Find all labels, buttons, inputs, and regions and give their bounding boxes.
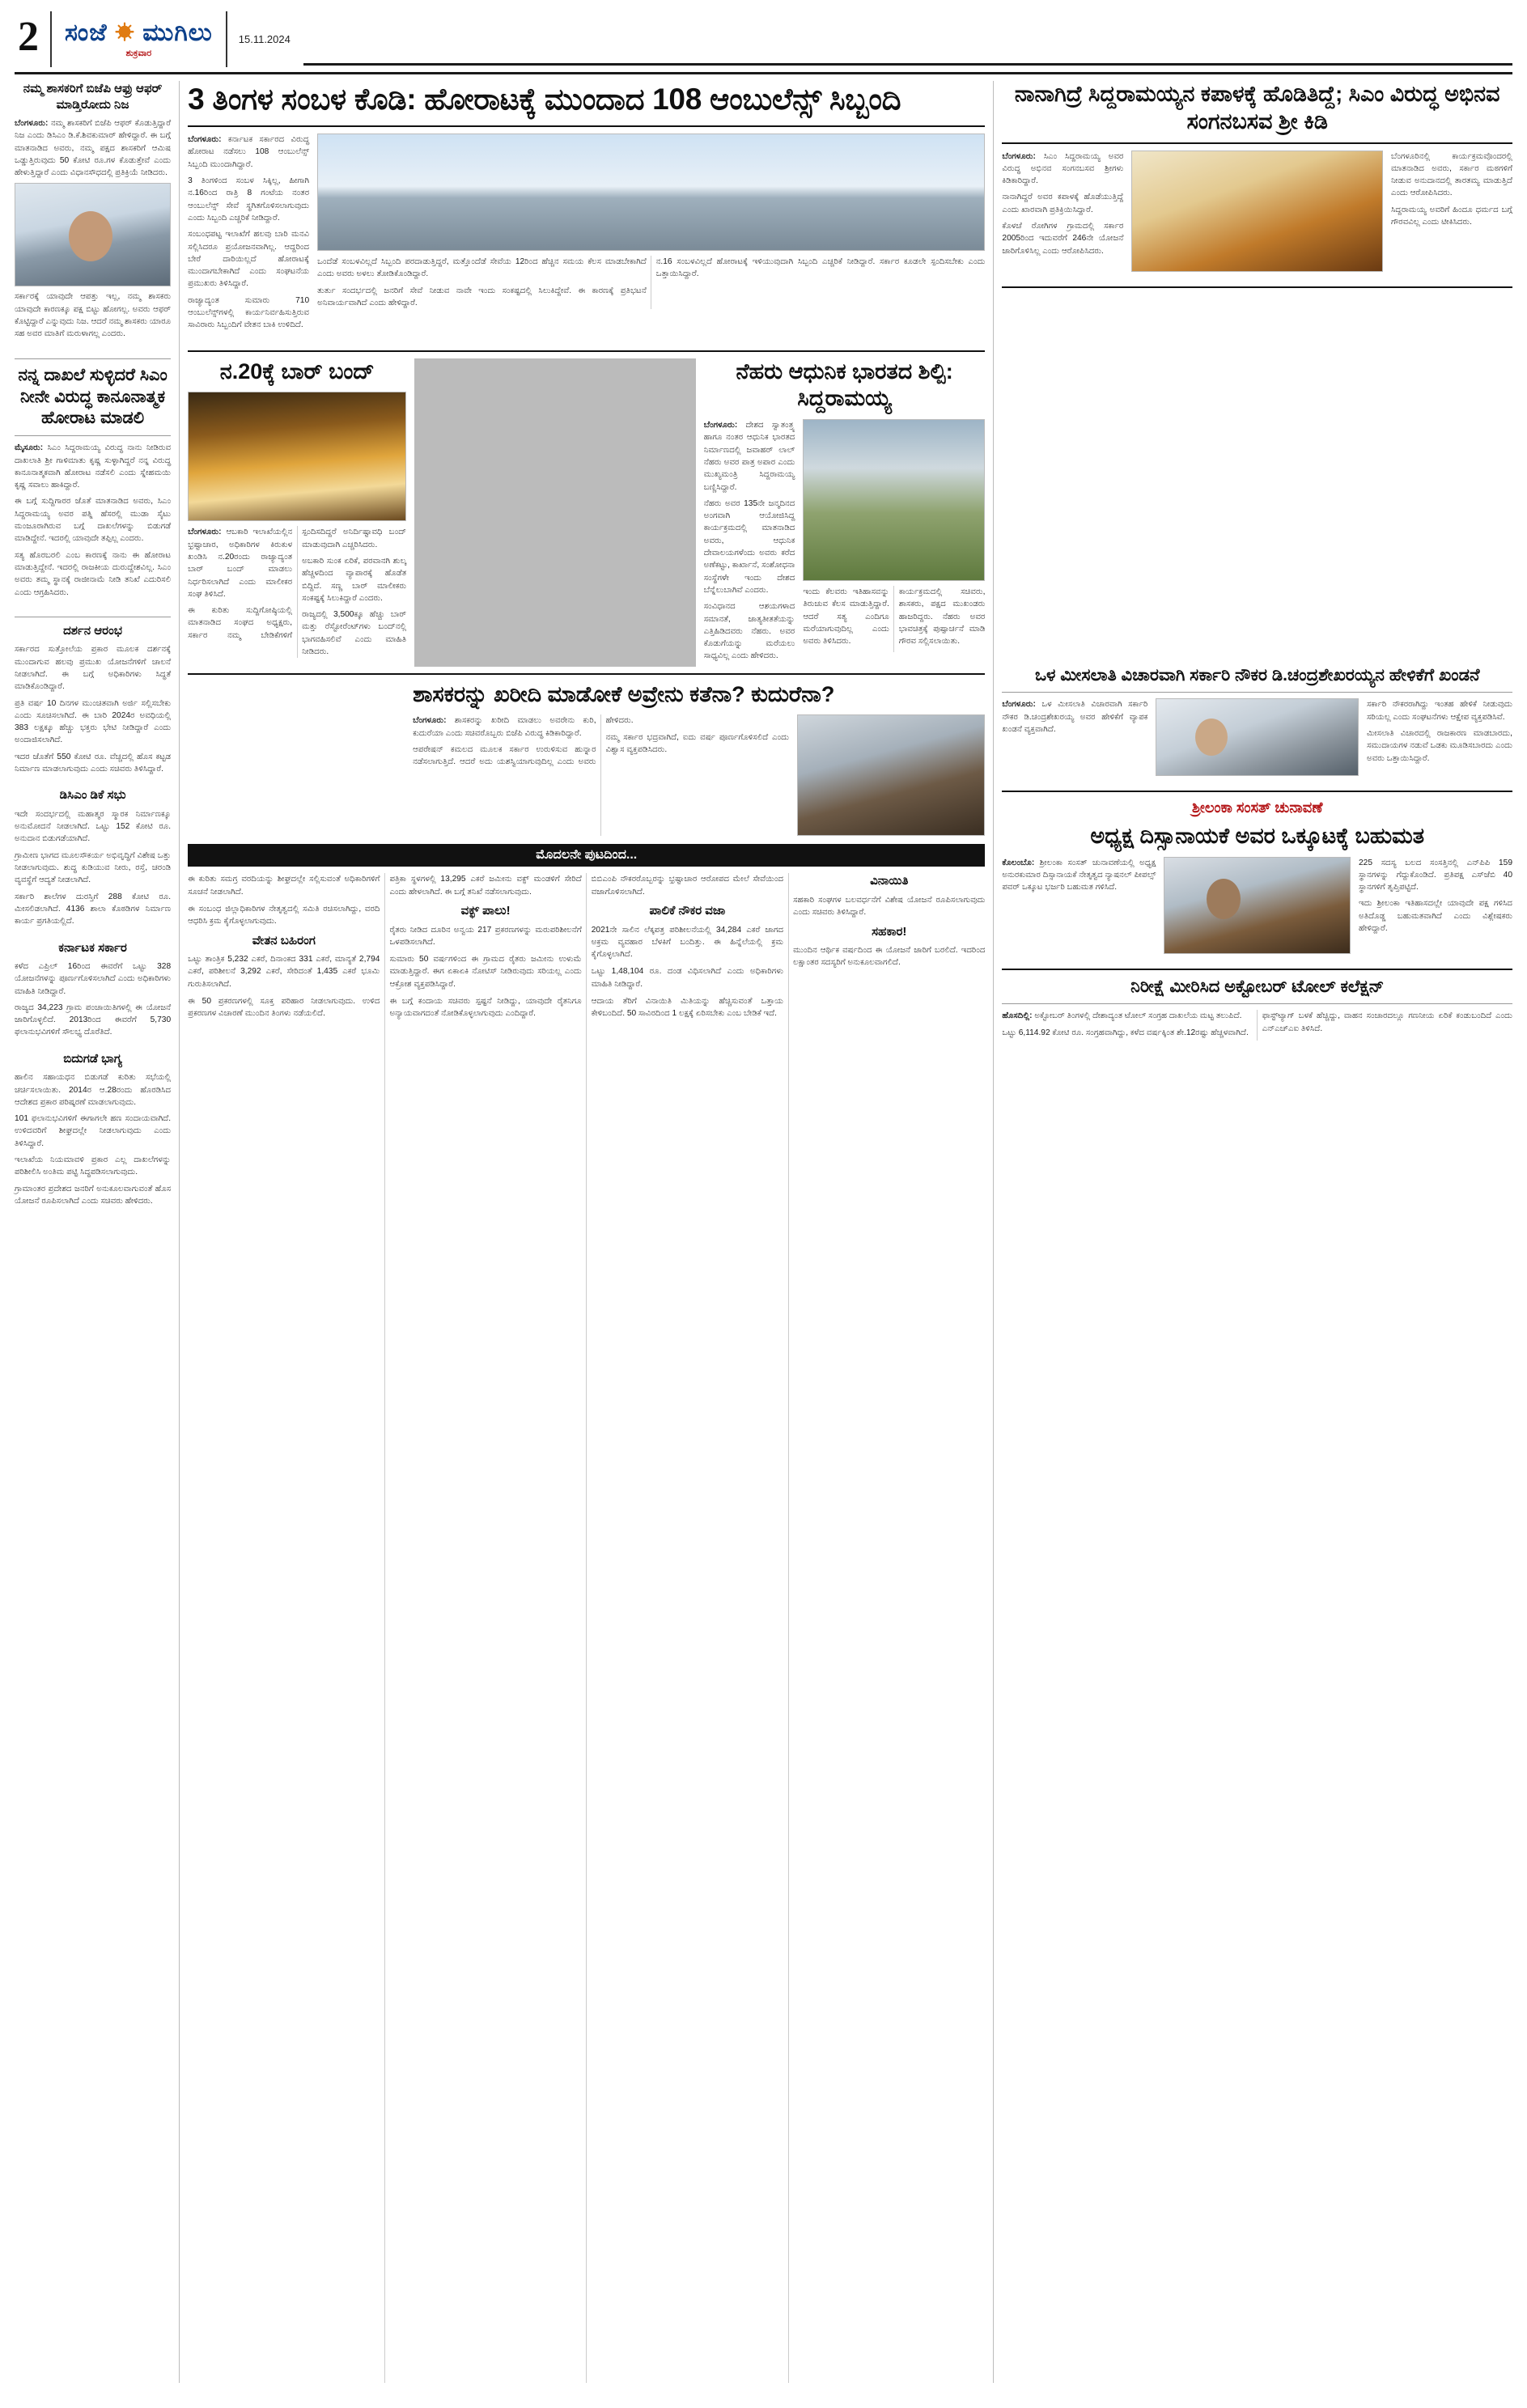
story-bjp-offer (15, 81, 171, 345)
dateline: ಬೆಂಗಳೂರು: (1002, 151, 1036, 161)
story-bjp-offer-headline: ನಮ್ಮ ಶಾಸಕರಿಗೆ ಬಿಜೆಪಿ ಆಫ್ರು ಆಫರ್ ಮಾಡ್ತಿರೋದು ನಿಜ (23, 82, 163, 112)
jump-left-2: ಡಿಸಿಎಂ ಡಿಕೆ ಸಭು ಇದೇ ಸಂದರ್ಭದಲ್ಲಿ ಮಹಾತ್ಮರ ಸ್ಮಾರಕ ನಿರ್ಮಾಣಕ್ಕೂ ಅನುಮೋದನೆ ನೀಡಲಾಗಿದೆ. ಒಟ್ಟು 152 ಕೋಟಿ ರೂ. ಅನುದಾನ ಬಿಡುಗಡೆಯಾಗಿದೆ. ಗ್ರಾಮೀಣ ಭಾಗದ ಮೂಲಸೌಕರ್ಯ ಅಭಿವೃದ್ಧಿಗೆ ವಿಶೇಷ ಒತ್ತು ನೀಡಲಾಗುವುದು. ಶುದ್ಧ ಕುಡಿಯುವ ನೀರು, ರಸ್ತೆ, ಚರಂಡಿ ವ್ಯವಸ್ಥೆಗೆ ಆದ್ಯತೆ ನೀಡಲಾಗಿದೆ. ಸರ್ಕಾರಿ ಶಾಲೆಗಳ ದುರಸ್ತಿಗೆ 288 ಕೋಟಿ ರೂ. ಮೀಸಲಿಡಲಾಗಿದೆ. 4136 ಶಾಲಾ ಕೊಠಡಿಗಳ ನಿರ್ಮಾಣ ಕಾರ್ಯ ಪ್ರಗತಿಯಲ್ಲಿದೆ. (15, 788, 172, 926)
masthead-date: 15.11.2024 (238, 33, 291, 45)
divider (15, 435, 171, 436)
divider (188, 673, 985, 675)
srilanka-col1: ಕೊಲಂಬೊ: ಶ್ರೀಲಂಕಾ ಸಂಸತ್ ಚುನಾವಣೆಯಲ್ಲಿ ಅಧ್ಯಕ್ಷ ಅನುರಕುಮಾರ ದಿಸ್ಸಾನಾಯಕೆ ನೇತೃತ್ವದ ನ್ಯಾಷನಲ್ ಪೀಪಲ್ಸ್ ಪವರ್ ಒಕ್ಕೂಟ ಭರ್ಜರಿ ಬಹುಮತ ಗಳಿಸಿದೆ. (1002, 858, 1156, 892)
jump-subhead-wakf: ವಕ್ಫ್ ಪಾಲು! (460, 904, 511, 918)
story-bjp-offer-body: ಬೆಂಗಳೂರು: ನಮ್ಮ ಶಾಸಕರಿಗೆ ಬಿಜೆಪಿ ಆಫರ್ ಕೊಡುತ್ತಿದ್ದಾರೆ ನಿಜ ಎಂದು ಡಿಸಿಎಂ ಡಿ.ಕೆ.ಶಿವಕುಮಾರ್ ಹೇಳಿದ್ದಾರೆ. ಈ ಬಗ್ಗೆ ಮಾತನಾಡಿದ ಅವರು, ನಮ್ಮ ಪಕ್ಷದ ಶಾಸಕರಿಗೆ ಆಮಿಷ ಒಡ್ಡುತ್ತಿರುವುದು 50 ಕೋಟಿ ರೂ.ಗಳ ಕೊಡುತ್ತೇವೆ ಎಂದು ಹೇಳುತ್ತಿದ್ದಾರೆ ಎಂದು ವಿಧಾನಸೌಧದಲ್ಲಿ ಪ್ರತಿಕ್ರಿಯೆ ನೀಡಿದರು. (15, 119, 172, 178)
story-toll-collection (1002, 977, 1512, 1041)
story-swamiji (1002, 81, 1512, 272)
photo-dissanayake (1164, 857, 1351, 954)
masthead-subtitle: ಶುಕ್ರವಾರ (125, 49, 152, 58)
jump-subhead-vinayiti: ವಿನಾಯಿತಿ (870, 874, 909, 888)
jump-left-1: ದರ್ಶನ ಆರಂಭ ಸರ್ಕಾರದ ಸುತ್ತೋಲೆಯ ಪ್ರಕಾರ ಮೂಲಕ ದರ್ಶನಕ್ಕೆ ಮುಂದಾಗುವ ಹಲವು ಪ್ರಮುಖ ಯೋಜನೆಗಳಿಗೆ ಚಾಲನೆ ನೀಡಲಾಗಿದೆ. ಈ ಬಗ್ಗೆ ಅಧಿಕಾರಿಗಳು ಸಿದ್ಧತೆ ಮಾಡಿಕೊಂಡಿದ್ದಾರೆ. ಪ್ರತಿ ವರ್ಷ 10 ದಿನಗಳ ಮುಂಚಿತವಾಗಿ ಅರ್ಜಿ ಸಲ್ಲಿಸಬೇಕು ಎಂದು ಸೂಚಿಸಲಾಗಿದೆ. ಈ ಬಾರಿ 2024ರ ಅವಧಿಯಲ್ಲಿ 383 ಲಕ್ಷಕ್ಕೂ ಹೆಚ್ಚು ಭಕ್ತರು ಭೇಟಿ ನೀಡಿದ್ದಾರೆ ಎಂದು ಅಂದಾಜಿಸಲಾಗಿದೆ. ಇದರ ಜೊತೆಗೆ 550 ಕೋಟಿ ರೂ. ವೆಚ್ಚದಲ್ಲಿ ಹೊಸ ಕಟ್ಟಡ ನಿರ್ಮಾಣ ಮಾಡಲಾಗುವುದು ಎಂದು ಸಚಿವರು ತಿಳಿಸಿದ್ದಾರೆ. (15, 623, 172, 774)
jump-subhead-palike: ಪಾಲಿಕೆ ನೌಕರ ವಜಾ (649, 904, 726, 918)
lead-col1: ಬೆಂಗಳೂರು: ಕರ್ನಾಟಕ ಸರ್ಕಾರದ ವಿರುದ್ಧ ಹೋರಾಟ ನಡೆಸಲು 108 ಆಂಬುಲೆನ್ಸ್ ಸಿಬ್ಬಂದಿ ಮುಂದಾಗಿದ್ದಾರೆ. 3 ತಿಂಗಳಿಂದ ಸಂಬಳ ಸಿಕ್ಕಿಲ್ಲ, ಹೀಗಾಗಿ ನ.16ರಿಂದ ರಾತ್ರಿ 8 ಗಂಟೆಯ ನಂತರ ಆಂಬುಲೆನ್ಸ್ ಸೇವೆ ಸ್ಥಗಿತಗೊಳಿಸಲಾಗುವುದು ಎಂದು ಸಿಬ್ಬಂದಿ ಎಚ್ಚರಿಕೆ ನೀಡಿದ್ದಾರೆ. ಸಂಬಂಧಪಟ್ಟ ಇಲಾಖೆಗೆ ಹಲವು ಬಾರಿ ಮನವಿ ಸಲ್ಲಿಸಿದರೂ ಪ್ರಯೋಜನವಾಗಿಲ್ಲ. ಆದ್ದರಿಂದ ಬೇರೆ ದಾರಿಯಿಲ್ಲದೆ ಹೋರಾಟಕ್ಕೆ ಮುಂದಾಗಬೇಕಾಗಿದೆ ಎಂದು ಸಂಘಟನೆಯ ಪ್ರಮುಖರು ತಿಳಿಸಿದ್ದಾರೆ. ರಾಜ್ಯಾದ್ಯಂತ ಸುಮಾರು 710 ಆಂಬುಲೆನ್ಸ್‌ಗಳಲ್ಲಿ ಕಾರ್ಯನಿರ್ವಹಿಸುತ್ತಿರುವ ಸಾವಿರಾರು ಸಿಬ್ಬಂದಿಗೆ ವೇತನ ಬಾಕಿ ಉಳಿದಿದೆ. (188, 135, 310, 330)
divider (15, 358, 171, 359)
chandrashekar-col1: ಬೆಂಗಳೂರು: ಒಳ ಮೀಸಲಾತಿ ವಿಚಾರವಾಗಿ ಸರ್ಕಾರಿ ನೌಕರ ಡಿ.ಚಂದ್ರಶೇಖರಯ್ಯ ಅವರ ಹೇಳಿಕೆಗೆ ವ್ಯಾಪಕ ಖಂಡನೆ ವ್ಯಕ್ತವಾಗಿದೆ. (1002, 700, 1148, 734)
right-column (1002, 81, 1512, 2383)
dateline: ಬೆಂಗಳೂರು: (703, 421, 738, 430)
jump-subhead-vetana: ವೇತನ ಬಹಿರಂಗ (252, 933, 316, 948)
photo-swamiji (1131, 150, 1383, 272)
jump-subhead-karnataka-govt: ಕರ್ನಾಟಕ ಸರ್ಕಾರ (58, 940, 127, 955)
divider (188, 350, 985, 352)
dateline: ಬೆಂಗಳೂರು: (15, 119, 49, 128)
dateline: ಬೆಂಗಳೂರು: (413, 716, 447, 726)
jump-subhead-sahakara: ಸಹಕಾರ! (872, 924, 907, 939)
jump-left-4: ಬಿದುಗಡೆ ಭಾಗ್ಯ ಹಾಲಿನ ಸಹಾಯಧನ ಬಿಡುಗಡೆ ಕುರಿತು ಸಭೆಯಲ್ಲಿ ಚರ್ಚಿಸಲಾಯಿತು. 2014ರ ಆ.28ರಂದು ಹೊರಡಿಸಿದ ಆದೇಶದ ಪ್ರಕಾರ ಪರಿಷ್ಕರಣೆ ಮಾಡಲಾಗುವುದು. 101 ಫಲಾನುಭವಿಗಳಿಗೆ ಈಗಾಗಲೇ ಹಣ ಸಂದಾಯವಾಗಿದೆ. ಉಳಿದವರಿಗೆ ಶೀಘ್ರದಲ್ಲೇ ನೀಡಲಾಗುವುದು ಎಂದು ತಿಳಿಸಿದ್ದಾರೆ. ಇಲಾಖೆಯ ನಿಯಮಾವಳಿ ಪ್ರಕಾರ ಎಲ್ಲ ದಾಖಲೆಗಳನ್ನು ಪರಿಶೀಲಿಸಿ ಅಂತಿಮ ಪಟ್ಟಿ ಸಿದ್ಧಪಡಿಸಲಾಗುವುದು. ಗ್ರಾಮಾಂತರ ಪ್ರದೇಶದ ಜನರಿಗೆ ಅನುಕೂಲವಾಗುವಂತೆ ಹೊಸ ಯೋಜನೆ ರೂಪಿಸಲಾಗಿದೆ ಎಂದು ಸಚಿವರು ಹೇಳಿದರು. (15, 1051, 172, 1206)
jump-subhead-bidugade: ಬಿದುಗಡೆ ಭಾಗ್ಯ (63, 1051, 122, 1066)
column-divider (993, 81, 994, 2383)
jump-band-label: ಮೊದಲನೇ ಪುಟದಿಂದ... (188, 844, 985, 867)
jump-subhead-darshana: ದರ್ಶನ ಆರಂಭ (63, 623, 123, 638)
story-srilanka-election (1002, 799, 1512, 953)
story-smehamayi-headline: ನನ್ನ ದಾಖಲೆ ಸುಳ್ಳಿದರೆ ಸಿಎಂ ನೀನೇ ವಿರುದ್ಧ ಕಾನೂನಾತ್ಮಕ ಹೋರಾಟ ಮಾಡಲಿ (18, 365, 168, 428)
srilanka-col2: 225 ಸದಸ್ಯ ಬಲದ ಸಂಸತ್ತಿನಲ್ಲಿ ಎನ್‌ಪಿಪಿ 159 ಸ್ಥಾನಗಳನ್ನು ಗೆದ್ದುಕೊಂಡಿದೆ. ಪ್ರತಿಪಕ್ಷ ಎಸ್‌ಜೆಬಿ 40 ಸ್ಥಾನಗಳಿಗೆ ತೃಪ್ತಿಪಟ್ಟಿದೆ. ಇದು ಶ್ರೀಲಂಕಾ ಇತಿಹಾಸದಲ್ಲೇ ಯಾವುದೇ ಪಕ್ಷ ಗಳಿಸಿದ ಅತಿದೊಡ್ಡ ಬಹುಮತವಾಗಿದೆ ಎಂದು ವಿಶ್ಲೇಷಕರು ಹೇಳಿದ್ದಾರೆ. (1359, 858, 1512, 933)
divider (1002, 286, 1512, 288)
photo-spokesperson (797, 714, 985, 836)
swamiji-col2: ಬೆಂಗಳೂರಿನಲ್ಲಿ ಕಾರ್ಯಕ್ರಮವೊಂದರಲ್ಲಿ ಮಾತನಾಡಿದ ಅವರು, ಸರ್ಕಾರ ಮಠಗಳಿಗೆ ನೀಡುವ ಅನುದಾನದಲ್ಲಿ ತಾರತಮ್ಯ ಮಾಡುತ್ತಿದೆ ಎಂದು ಆರೋಪಿಸಿದರು. ಸಿದ್ದರಾಮಯ್ಯ ಅವರಿಗೆ ಹಿಂದೂ ಧರ್ಮದ ಬಗ್ಗೆ ಗೌರವವಿಲ್ಲ ಎಂದು ಟೀಕಿಸಿದರು. (1391, 151, 1512, 227)
srilanka-kicker: ಶ್ರೀಲಂಕಾ ಸಂಸತ್ ಚುನಾವಣೆ (1191, 799, 1323, 816)
left-column (15, 81, 171, 2383)
photo-chandrashekaraiah (1156, 698, 1359, 776)
story-nehru (704, 358, 986, 667)
sun-icon: ☀ (114, 19, 135, 46)
dateline: ಬೆಂಗಳೂರು: (188, 528, 222, 537)
column-divider (414, 358, 696, 667)
jump-continuation-middle: ಈ ಕುರಿತು ಸಮಗ್ರ ವರದಿಯನ್ನು ಶೀಘ್ರದಲ್ಲೇ ಸಲ್ಲಿಸುವಂತೆ ಅಧಿಕಾರಿಗಳಿಗೆ ಸೂಚನೆ ನೀಡಲಾಗಿದೆ. ಈ ಸಂಬಂಧ ಜಿಲ್ಲಾಧಿಕಾರಿಗಳ ನೇತೃತ್ವದಲ್ಲಿ ಸಮಿತಿ ರಚಿಸಲಾಗಿದ್ದು, ವರದಿ ಆಧರಿಸಿ ಕ್ರಮ ಕೈಗೊಳ್ಳಲಾಗುವುದು. ವೇತನ ಬಹಿರಂಗ ಒಟ್ಟು ತಾಂತ್ರಿಕ 5,232 ಎಕರೆ, ದಿನಾಂಕದ 331 ಎಕರೆ, ಮಾನ್ಯತೆ 2,794 ಎಕರೆ, ಪರಿಶೀಲನೆ 3,292 ಎಕರೆ, ಸೇರಿದಂತೆ 1,435 ಎಕರೆ ಭೂಮಿ ಗುರುತಿಸಲಾಗಿದೆ. ಈ 50 ಪ್ರಕರಣಗಳಲ್ಲಿ ಸೂಕ್ತ ಪರಿಹಾರ ನೀಡಲಾಗುವುದು. ಉಳಿದ ಪ್ರಕರಣಗಳ ವಿಚಾರಣೆ ಮುಂದಿನ ತಿಂಗಳು ನಡೆಯಲಿದೆ. ಪತ್ರಿಕಾ ಸ್ಥಳಗಳಲ್ಲಿ 13,295 ಎಕರೆ ಜಮೀನು ವಕ್ಫ್ ಮಂಡಳಿಗೆ ಸೇರಿದೆ ಎಂದು ಹೇಳಲಾಗಿದೆ. ಈ ಬಗ್ಗೆ ತನಿಖೆ ನಡೆಸಲಾಗುವುದು. ವಕ್ಫ್ ಪಾಲು! ರೈತರು ನೀಡಿದ ದೂರಿನ ಅನ್ವಯ 217 ಪ್ರಕರಣಗಳನ್ನು ಮರುಪರಿಶೀಲನೆಗೆ ಒಳಪಡಿಸಲಾಗಿದೆ. ಸುಮಾರು 50 ವರ್ಷಗಳಿಂದ ಈ ಗ್ರಾಮದ ರೈತರು ಜಮೀನು ಉಳುಮೆ ಮಾಡುತ್ತಿದ್ದಾರೆ. ಈಗ ಏಕಾಏಕಿ ನೋಟಿಸ್ ನೀಡಿರುವುದು ಸರಿಯಲ್ಲ ಎಂದು ಆಕ್ರೋಶ ವ್ಯಕ್ತಪಡಿಸಿದ್ದಾರೆ. ಈ ಬಗ್ಗೆ ಕಂದಾಯ ಸಚಿವರು ಸ್ಪಷ್ಟನೆ ನೀಡಿದ್ದು, ಯಾವುದೇ ರೈತನಿಗೂ ಅನ್ಯಾಯವಾಗದಂತೆ ನೋಡಿಕೊಳ್ಳಲಾಗುವುದು ಎಂದಿದ್ದಾರೆ. ಬಿಬಿಎಂಪಿ ನೌಕರರೊಬ್ಬರನ್ನು ಭ್ರಷ್ಟಾಚಾರ ಆರೋಪದ ಮೇಲೆ ಸೇವೆಯಿಂದ ವಜಾಗೊಳಿಸಲಾಗಿದೆ. ಪಾಲಿಕೆ ನೌಕರ ವಜಾ 2021ನೇ ಸಾಲಿನ ಲೆಕ್ಕಪತ್ರ ಪರಿಶೀಲನೆಯಲ್ಲಿ 34,284 ಎಕರೆ ಜಾಗದ ಅಕ್ರಮ ವ್ಯವಹಾರ ಬೆಳಕಿಗೆ ಬಂದಿತ್ತು. ಈ ಹಿನ್ನೆಲೆಯಲ್ಲಿ ಕ್ರಮ ಕೈಗೊಳ್ಳಲಾಗಿದೆ. ಒಟ್ಟು 1,48,104 ರೂ. ದಂಡ ವಿಧಿಸಲಾಗಿದೆ ಎಂದು ಅಧಿಕಾರಿಗಳು ಮಾಹಿತಿ ನೀಡಿದ್ದಾರೆ. ಆದಾಯ ತೆರಿಗೆ ವಿನಾಯಿತಿ ಮಿತಿಯನ್ನು ಹೆಚ್ಚಿಸುವಂತೆ ಒತ್ತಾಯ ಕೇಳಿಬಂದಿದೆ. 50 ಸಾವಿರದಿಂದ 1 ಲಕ್ಷಕ್ಕೆ ಏರಿಸಬೇಕು ಎಂಬ ಬೇಡಿಕೆ ಇದೆ. ವಿನಾಯಿತಿ ಸಹಕಾರಿ ಸಂಘಗಳ ಬಲವರ್ಧನೆಗೆ ವಿಶೇಷ ಯೋಜನೆ ರೂಪಿಸಲಾಗುವುದು ಎಂದು ಸಚಿವರು ತಿಳಿಸಿದ್ದಾರೆ. ಸಹಕಾರ! ಮುಂದಿನ ಆರ್ಥಿಕ ವರ್ಷದಿಂದ ಈ ಯೋಜನೆ ಜಾರಿಗೆ ಬರಲಿದೆ. ಇದರಿಂದ ಲಕ್ಷಾಂತರ ಸದಸ್ಯರಿಗೆ ಅನುಕೂಲವಾಗಲಿದೆ. (188, 874, 986, 1019)
story-ambulance-strike (188, 81, 985, 336)
bar-bandh-body: ಬೆಂಗಳೂರು: ಆಬಕಾರಿ ಇಲಾಖೆಯಲ್ಲಿನ ಭ್ರಷ್ಟಾಚಾರ, ಅಧಿಕಾರಿಗಳ ಕಿರುಕುಳ ಖಂಡಿಸಿ ನ.20ರಂದು ರಾಜ್ಯಾದ್ಯಂತ ಬಾರ್ ಬಂದ್ ಮಾಡಲು ನಿರ್ಧರಿಸಲಾಗಿದೆ ಎಂದು ಮಾಲೀಕರ ಸಂಘ ತಿಳಿಸಿದೆ. ಈ ಕುರಿತು ಸುದ್ದಿಗೋಷ್ಠಿಯಲ್ಲಿ ಮಾತನಾಡಿದ ಸಂಘದ ಅಧ್ಯಕ್ಷರು, ಸರ್ಕಾರ ನಮ್ಮ ಬೇಡಿಕೆಗಳಿಗೆ ಸ್ಪಂದಿಸದಿದ್ದರೆ ಅನಿರ್ದಿಷ್ಟಾವಧಿ ಬಂದ್ ಮಾಡುವುದಾಗಿ ಎಚ್ಚರಿಸಿದರು. ಅಬಕಾರಿ ಸುಂಕ ಏರಿಕೆ, ಪರವಾನಗಿ ಶುಲ್ಕ ಹೆಚ್ಚಳದಿಂದ ವ್ಯಾಪಾರಕ್ಕೆ ಹೊಡೆತ ಬಿದ್ದಿದೆ. ಸಣ್ಣ ಬಾರ್ ಮಾಲೀಕರು ಸಂಕಷ್ಟಕ್ಕೆ ಸಿಲುಕಿದ್ದಾರೆ ಎಂದರು. ರಾಜ್ಯದಲ್ಲಿ 3,500ಕ್ಕೂ ಹೆಚ್ಚು ಬಾರ್ ಮತ್ತು ರೆಸ್ಟೋರೆಂಟ್‌ಗಳು ಬಂದ್‌ನಲ್ಲಿ ಭಾಗವಹಿಸಲಿವೆ ಎಂದು ಮಾಹಿತಿ ನೀಡಿದರು. (188, 528, 407, 656)
divider (1002, 142, 1512, 144)
divider (1002, 1003, 1512, 1004)
srilanka-headline: ಅಧ್ಯಕ್ಷ ದಿಸ್ಸಾನಾಯಕೆ ಅವರ ಒಕ್ಕೂಟಕ್ಕೆ ಬಹುಮತ (1090, 823, 1425, 848)
photo-dk-shivakumar (15, 183, 171, 286)
story-smehamayi-krishna (15, 365, 171, 603)
masthead-divider (303, 63, 1512, 66)
divider (188, 125, 985, 127)
story-bjp-offer-p2: ಸರ್ಕಾರಕ್ಕೆ ಯಾವುದೇ ಆಪತ್ತು ಇಲ್ಲ, ನಮ್ಮ ಶಾಸಕರು ಯಾವುದೇ ಕಾರಣಕ್ಕೂ ಪಕ್ಷ ಬಿಟ್ಟು ಹೋಗಲ್ಲ. ಅವರು ಆಫರ್ ಕೊಟ್ಟಿದ್ದಾರೆ ಎನ್ನುವುದು ನಿಜ. ಆದರೆ ನಮ್ಮ ಶಾಸಕರು ಯಾರೂ ಸಹ ಅವರ ಮಾತಿಗೆ ಮರುಳಾಗಲ್ಲ ಎಂದರು. (15, 292, 172, 339)
toll-body: ಹೊಸದಿಲ್ಲಿ: ಅಕ್ಟೋಬರ್ ತಿಂಗಳಲ್ಲಿ ದೇಶಾದ್ಯಂತ ಟೋಲ್ ಸಂಗ್ರಹ ದಾಖಲೆಯ ಮಟ್ಟ ತಲುಪಿದೆ. ಒಟ್ಟು 6,114.92 ಕೋಟಿ ರೂ. ಸಂಗ್ರಹವಾಗಿದ್ದು, ಕಳೆದ ವರ್ಷಕ್ಕಿಂತ ಶೇ.12ರಷ್ಟು ಹೆಚ್ಚಳವಾಗಿದೆ. ಫಾಸ್ಟ್‌ಟ್ಯಾಗ್ ಬಳಕೆ ಹೆಚ್ಚಿದ್ದು, ವಾಹನ ಸಂಚಾರದಲ್ಲೂ ಗಣನೀಯ ಏರಿಕೆ ಕಂಡುಬಂದಿದೆ ಎಂದು ಎನ್‌ಎಚ್‌ಎಐ ತಿಳಿಸಿದೆ. (1002, 1011, 1512, 1037)
toll-headline: ನಿರೀಕ್ಷೆ ಮೀರಿಸಿದ ಅಕ್ಟೋಬರ್ ಟೋಲ್ ಕಲೆಕ್ಷನ್ (1130, 977, 1385, 996)
lead-headline: 3 ತಿಂಗಳ ಸಂಬಳ ಕೊಡಿ: ಹೋರಾಟಕ್ಕೆ ಮುಂದಾದ 108 ಆಂಬುಲೆನ್ಸ್ ಸಿಬ್ಬಂದಿ (188, 83, 901, 116)
swamiji-col1: ಬೆಂಗಳೂರು: ಸಿಎಂ ಸಿದ್ದರಾಮಯ್ಯ ಅವರ ವಿರುದ್ಧ ಅಭಿನವ ಸಂಗನಬಸವ ಶ್ರೀಗಳು ಕಿಡಿಕಾರಿದ್ದಾರೆ. ನಾನಾಗಿದ್ದರೆ ಅವರ ಕಪಾಳಕ್ಕೆ ಹೊಡೆಯುತ್ತಿದ್ದೆ ಎಂದು ಖಾರವಾಗಿ ಪ್ರತಿಕ್ರಿಯಿಸಿದ್ದಾರೆ. ಕೊಳಚೆ ರೋಗಿಗಳ ಗ್ರಾಮದಲ್ಲಿ ಸರ್ಕಾರ 2005ರಿಂದ ಇದುವರೆಗೆ 246ನೇ ಯೋಜನೆ ಜಾರಿಗೊಳಿಸಿಲ್ಲ ಎಂದು ಆರೋಪಿಸಿದರು. (1002, 151, 1124, 256)
chandrashekar-col2: ಸರ್ಕಾರಿ ನೌಕರರಾಗಿದ್ದು ಇಂತಹ ಹೇಳಿಕೆ ನೀಡುವುದು ಸರಿಯಲ್ಲ ಎಂದು ಸಂಘಟನೆಗಳು ಆಕ್ಷೇಪ ವ್ಯಕ್ತಪಡಿಸಿವೆ. ಮೀಸಲಾತಿ ವಿಚಾರದಲ್ಲಿ ರಾಜಕಾರಣ ಮಾಡಬಾರದು, ಸಮುದಾಯಗಳ ನಡುವೆ ಒಡಕು ಮೂಡಿಸಬಾರದು ಎಂದು ಅವರು ಒತ್ತಾಯಿಸಿದ್ದಾರೆ. (1367, 700, 1512, 763)
masthead-title (65, 19, 213, 47)
page-number: 2 (18, 14, 39, 60)
story-mla-purchase (413, 681, 985, 837)
middle-column (188, 81, 985, 2383)
divider (1002, 969, 1512, 970)
divider (1002, 692, 1512, 693)
mla-headline: ಶಾಸಕರನ್ನು ಖರೀದಿ ಮಾಡೋಕೆ ಅವ್ರೇನು ಕತೆನಾ? ಕುದುರೆನಾ? (413, 681, 835, 706)
story-bar-bandh (188, 358, 406, 667)
dateline: ಬೆಂಗಳೂರು: (188, 135, 222, 145)
swamiji-headline: ನಾನಾಗಿದ್ರೆ ಸಿದ್ದರಾಮಯ್ಯನ ಕಪಾಳಕ್ಕೆ ಹೊಡಿತಿದ್ದೆ; ಸಿಎಂ ವಿರುದ್ಧ ಅಭಿನವ ಸಂಗನಬಸವ ಶ್ರೀ ಕಿಡಿ (1014, 82, 1500, 134)
jump-left-3: ಕರ್ನಾಟಕ ಸರ್ಕಾರ ಕಳೆದ ಎಪ್ರಿಲ್ 16ರಿಂದ ಈವರೆಗೆ ಒಟ್ಟು 328 ಯೋಜನೆಗಳನ್ನು ಪೂರ್ಣಗೊಳಿಸಲಾಗಿದೆ ಎಂದು ಅಧಿಕಾರಿಗಳು ಮಾಹಿತಿ ನೀಡಿದ್ದಾರೆ. ರಾಜ್ಯದ 34,223 ಗ್ರಾಮ ಪಂಚಾಯಿತಿಗಳಲ್ಲಿ ಈ ಯೋಜನೆ ಜಾರಿಗೊಳ್ಳಲಿದೆ. 2013ರಿಂದ ಈವರೆಗೆ 5,730 ಫಲಾನುಭವಿಗಳಿಗೆ ಸೌಲಭ್ಯ ದೊರೆತಿದೆ. (15, 940, 172, 1037)
divider (1002, 791, 1512, 792)
dateline: ಹೊಸದಿಲ್ಲಿ: (1002, 1011, 1033, 1021)
photo-drinks (188, 392, 406, 521)
nehru-col2: ಇಂದು ಕೆಲವರು ಇತಿಹಾಸವನ್ನು ತಿರುಚುವ ಕೆಲಸ ಮಾಡುತ್ತಿದ್ದಾರೆ. ಆದರೆ ಸತ್ಯ ಎಂದಿಗೂ ಮರೆಯಾಗುವುದಿಲ್ಲ ಎಂದು ಅವರು ತಿಳಿಸಿದರು. ಕಾರ್ಯಕ್ರಮದಲ್ಲಿ ಸಚಿವರು, ಶಾಸಕರು, ಪಕ್ಷದ ಮುಖಂಡರು ಹಾಜರಿದ್ದರು. ನೆಹರು ಅವರ ಭಾವಚಿತ್ರಕ್ಕೆ ಪುಷ್ಪಾರ್ಚನೆ ಮಾಡಿ ಗೌರವ ಸಲ್ಲಿಸಲಾಯಿತು. (803, 587, 986, 647)
chandrashekar-headline: ಒಳ ಮೀಸಲಾತಿ ವಿಚಾರವಾಗಿ ಸರ್ಕಾರಿ ನೌಕರ ಡಿ.ಚಂದ್ರಶೇಖರಯ್ಯನ ಹೇಳಿಕೆಗೆ ಖಂಡನೆ (1034, 665, 1480, 685)
photo-ambulance-fleet (317, 134, 985, 251)
dateline: ಮೈಸೂರು: (15, 443, 44, 453)
dateline: ಬೆಂಗಳೂರು: (1002, 700, 1036, 710)
bar-bandh-headline: ನ.20ಕ್ಕೆ ಬಾರ್ ಬಂದ್ (219, 358, 375, 384)
column-divider (179, 81, 180, 2383)
nehru-headline: ನೆಹರು ಆಧುನಿಕ ಭಾರತದ ಶಿಲ್ಪಿ: ಸಿದ್ದರಾಮಯ್ಯ (736, 358, 953, 411)
masthead-title-part1: ಸಂಜೆ (65, 19, 108, 46)
mla-body: ಬೆಂಗಳೂರು: ಶಾಸಕರನ್ನು ಖರೀದಿ ಮಾಡಲು ಅವರೇನು ಕುರಿ, ಕುದುರೆಯಾ ಎಂದು ಸಚಿವರೊಬ್ಬರು ಬಿಜೆಪಿ ವಿರುದ್ಧ ಕಿಡಿಕಾರಿದ್ದಾರೆ. ಆಪರೇಷನ್ ಕಮಲದ ಮೂಲಕ ಸರ್ಕಾರ ಉರುಳಿಸುವ ಹುನ್ನಾರ ನಡೆಸಲಾಗುತ್ತಿದೆ. ಆದರೆ ಅದು ಯಶಸ್ವಿಯಾಗುವುದಿಲ್ಲ ಎಂದು ಅವರು ಹೇಳಿದರು. ನಮ್ಮ ಸರ್ಕಾರ ಭದ್ರವಾಗಿದೆ, ಐದು ವರ್ಷ ಪೂರ್ಣಗೊಳಿಸಲಿದೆ ಎಂದು ವಿಶ್ವಾಸ ವ್ಯಕ್ತಪಡಿಸಿದರು. (413, 716, 789, 767)
lead-col2: ಒಂದೆಡೆ ಸಂಬಳವಿಲ್ಲದೆ ಸಿಬ್ಬಂದಿ ಪರದಾಡುತ್ತಿದ್ದರೆ, ಮತ್ತೊಂದೆಡೆ ಸೇವೆಯ 12ರಿಂದ ಹೆಚ್ಚಿನ ಸಮಯ ಕೆಲಸ ಮಾಡಬೇಕಾಗಿದೆ ಎಂದು ಅವರು ಅಳಲು ತೋಡಿಕೊಂಡಿದ್ದಾರೆ. ತುರ್ತು ಸಂದರ್ಭದಲ್ಲಿ ಜನರಿಗೆ ಸೇವೆ ನೀಡುವ ನಾವೇ ಇಂದು ಸಂಕಷ್ಟದಲ್ಲಿ ಸಿಲುಕಿದ್ದೇವೆ. ಈ ಕಾರಣಕ್ಕೆ ಪ್ರತಿಭಟನೆ ಅನಿವಾರ್ಯವಾಗಿದೆ ಎಂದು ಹೇಳಿದ್ದಾರೆ. ನ.16 ಸಂಬಳವಿಲ್ಲದೆ ಹೋರಾಟಕ್ಕೆ ಇಳಿಯುವುದಾಗಿ ಸಿಬ್ಬಂದಿ ಎಚ್ಚರಿಕೆ ನೀಡಿದ್ದಾರೆ. ಸರ್ಕಾರ ಕೂಡಲೇ ಸ್ಪಂದಿಸಬೇಕು ಎಂದು ಒತ್ತಾಯಿಸಿದ್ದಾರೆ. (317, 257, 986, 308)
nehru-col1: ಬೆಂಗಳೂರು: ದೇಶದ ಸ್ವಾತಂತ್ರ್ಯ ಹಾಗೂ ನಂತರ ಆಧುನಿಕ ಭಾರತದ ನಿರ್ಮಾಣದಲ್ಲಿ ಜವಾಹರ್ ಲಾಲ್ ನೆಹರು ಅವರ ಪಾತ್ರ ಅಪಾರ ಎಂದು ಮುಖ್ಯಮಂತ್ರಿ ಸಿದ್ದರಾಮಯ್ಯ ಬಣ್ಣಿಸಿದ್ದಾರೆ. ನೆಹರು ಅವರ 135ನೇ ಜನ್ಮದಿನದ ಅಂಗವಾಗಿ ಆಯೋಜಿಸಿದ್ದ ಕಾರ್ಯಕ್ರಮದಲ್ಲಿ ಮಾತನಾಡಿದ ಅವರು, ಆಧುನಿಕ ದೇವಾಲಯಗಳೆಂದು ಅವರು ಕರೆದ ಅಣೆಕಟ್ಟು, ಕಾರ್ಖಾನೆ, ಸಂಶೋಧನಾ ಸಂಸ್ಥೆಗಳೇ ಇಂದು ದೇಶದ ಬೆನ್ನೆಲುಬಾಗಿವೆ ಎಂದರು. ಸಂವಿಧಾನದ ಆಶಯಗಳಾದ ಸಮಾನತೆ, ಜಾತ್ಯತೀತತೆಯನ್ನು ಎತ್ತಿಹಿಡಿದವರು ನೆಹರು. ಅವರ ಕೊಡುಗೆಯನ್ನು ಮರೆಯಲು ಸಾಧ್ಯವಿಲ್ಲ ಎಂದು ಹೇಳಿದರು. (703, 421, 795, 661)
masthead-logo (50, 11, 227, 67)
story-chandrashekaraiah (1002, 665, 1512, 777)
dateline: ಕೊಲಂಬೊ: (1002, 858, 1035, 867)
story-smehamayi-body: ಮೈಸೂರು: ಸಿಎಂ ಸಿದ್ದರಾಮಯ್ಯ ವಿರುದ್ಧ ನಾನು ನೀಡಿರುವ ದಾಖಲಾತಿ ಶ್ರೀ ಗಾಳಿಮಾತು ಕೃಷ್ಣ ಸುಳ್ಳಾಗಿದ್ದರೆ ನನ್ನ ವಿರುದ್ಧ ಕಾನೂನಾತ್ಮಕವಾಗಿ ಹೋರಾಟ ನಡೆಸಲಿ ಎಂದು ಸ್ನೇಹಮಯಿ ಕೃಷ್ಣ ಸವಾಲು ಹಾಕಿದ್ದಾರೆ. ಈ ಬಗ್ಗೆ ಸುದ್ದಿಗಾರರ ಜೊತೆ ಮಾತನಾಡಿದ ಅವರು, ಸಿಎಂ ಸಿದ್ದರಾಮಯ್ಯ ಅವರ ಪತ್ನಿ ಹೆಸರಲ್ಲಿ ಮುಡಾ ಸೈಟು ಮಂಜೂರಾಗಿರುವ ಬಗ್ಗೆ ದಾಖಲೆಗಳನ್ನು ಬಿಡುಗಡೆ ಮಾಡಿದ್ದೇನೆ. ಇದರಲ್ಲಿ ಯಾವುದೇ ತಪ್ಪಿಲ್ಲ ಎಂದರು. ಸತ್ಯ ಹೊರಬರಲಿ ಎಂಬ ಕಾರಣಕ್ಕೆ ನಾನು ಈ ಹೋರಾಟ ಮಾಡುತ್ತಿದ್ದೇನೆ. ಇದರಲ್ಲಿ ರಾಜಕೀಯ ದುರುದ್ದೇಶವಿಲ್ಲ. ಸಿಎಂ ಅವರು ತಮ್ಮ ಸ್ಥಾನಕ್ಕೆ ರಾಜೀನಾಮೆ ನೀಡಿ ತನಿಖೆ ಎದುರಿಸಲಿ ಎಂದು ಆಗ್ರಹಿಸಿದರು. (15, 443, 172, 597)
page-content (15, 81, 1512, 2383)
masthead-title-part2: ಮುಗಿಲು (142, 19, 213, 46)
photo-nehru-tribute (803, 419, 985, 581)
masthead (15, 11, 1512, 74)
jump-subhead-dcm: ಡಿಸಿಎಂ ಡಿಕೆ ಸಭು (59, 788, 126, 803)
